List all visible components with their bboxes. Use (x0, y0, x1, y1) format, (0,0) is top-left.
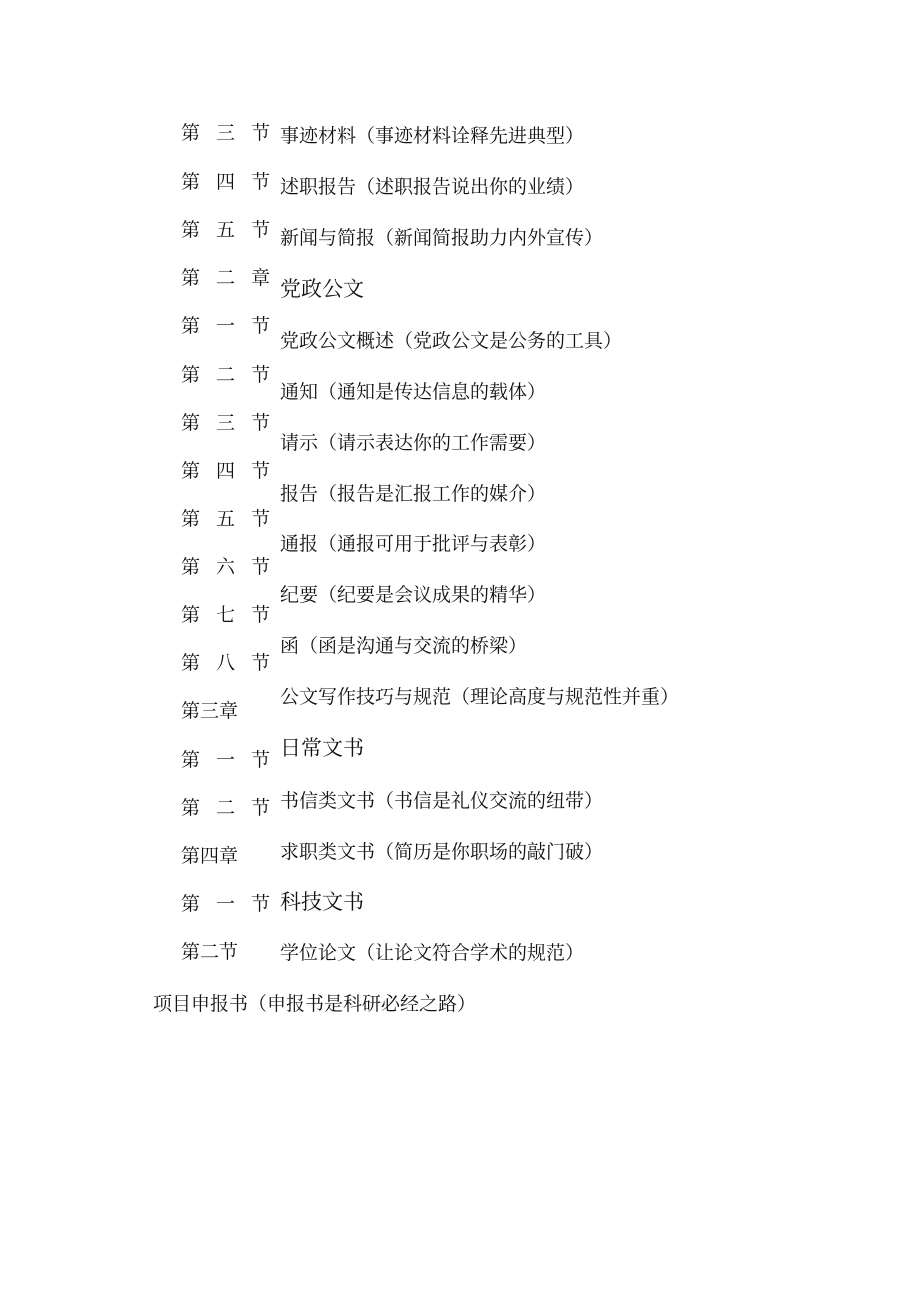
entry-title: 书信类文书（书信是礼仪交流的纽带） (280, 790, 604, 812)
section-label: 第 五 节 (181, 508, 276, 530)
entry-title: 请示（请示表达你的工作需要） (280, 432, 547, 454)
chapter-title: 公文写作技巧与规范（理论高度与规范性并重） (280, 686, 680, 708)
entry-title: 函（函是沟通与交流的桥梁） (280, 635, 528, 657)
chapter-label: 第 二 章 (181, 267, 276, 289)
section-label: 第 二 节 (181, 364, 276, 386)
entry-title: 通知（通知是传达信息的载体） (280, 381, 547, 403)
entry-title: 日常文书 (280, 736, 364, 760)
section-label: 第 五 节 (181, 219, 276, 241)
section-label: 第 八 节 (181, 652, 276, 674)
chapter-label: 第四章 (181, 845, 239, 867)
chapter-title: 求职类文书（简历是你职场的敲门破） (280, 841, 604, 863)
entry-title: 事迹材料（事迹材料诠释先进典型） (280, 125, 585, 147)
entry-title: 述职报告（述职报告说出你的业绩） (280, 176, 585, 198)
entry-title: 通报（通报可用于批评与表彰） (280, 533, 547, 555)
section-label: 第 七 节 (181, 604, 276, 626)
section-label: 第 四 节 (181, 460, 276, 482)
trailing-entry: 项目申报书（申报书是科研必经之路） (153, 993, 477, 1015)
chapter-title: 党政公文 (280, 277, 364, 301)
entry-title: 学位论文（让论文符合学术的规范） (280, 942, 585, 964)
section-label: 第 一 节 (181, 315, 276, 337)
entry-title: 科技文书 (280, 890, 364, 914)
section-label: 第 三 节 (181, 122, 276, 144)
entry-title: 党政公文概述（党政公文是公务的工具） (280, 330, 623, 352)
section-label: 第 一 节 (181, 893, 276, 915)
entry-title: 新闻与简报（新闻简报助力内外宣传） (280, 227, 604, 249)
section-label: 第 二 节 (181, 797, 276, 819)
section-label: 第 三 节 (181, 412, 276, 434)
section-label: 第二节 (181, 941, 239, 963)
chapter-label: 第三章 (181, 700, 239, 722)
section-label: 第 六 节 (181, 556, 276, 578)
entry-title: 报告（报告是汇报工作的媒介） (280, 483, 547, 505)
section-label: 第 一 节 (181, 749, 276, 771)
section-label: 第 四 节 (181, 171, 276, 193)
entry-title: 纪要（纪要是会议成果的精华） (280, 584, 547, 606)
